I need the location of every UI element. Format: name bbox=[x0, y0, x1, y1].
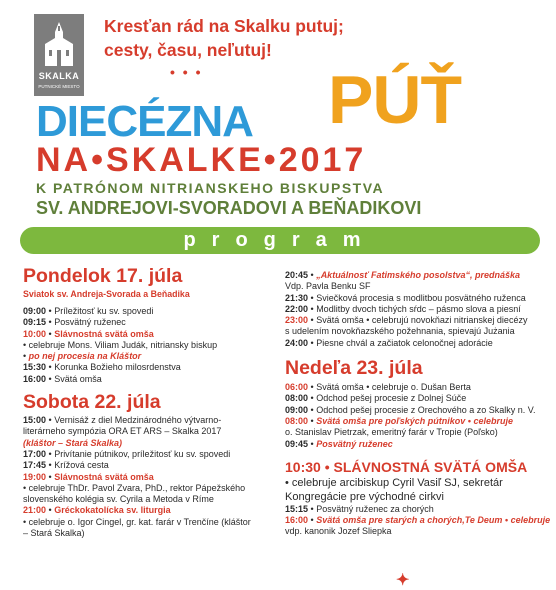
program-item: • celebruje o. Igor Cingel, gr. kat. farár v Trenčíne (kláštor bbox=[23, 516, 251, 527]
program-item: – Stará Skalka) bbox=[23, 528, 85, 539]
program-item: 20:45 • „Aktuálnosť Fatimského posolstva“, prednáška bbox=[285, 270, 521, 280]
program-item: (kláštor – Stará Skalka) bbox=[23, 437, 123, 448]
program-item: 09:45 • Posvätný ruženec bbox=[285, 438, 393, 449]
program-item: • celebruje Mons. Viliam Judák, nitriansky biskup bbox=[23, 339, 218, 350]
skalka-logo bbox=[34, 14, 84, 96]
program-item: literárneho sympózia ORA ET ARS – Skalka 2017 bbox=[23, 426, 222, 437]
program-item: 24:00 • Piesne chvál a začiatok celonočnej adorácie bbox=[285, 337, 493, 348]
program-item: 17:45 • Krížová cesta bbox=[23, 460, 109, 471]
day-heading-saturday: Sobota 22. júla bbox=[23, 391, 161, 414]
program-item: 08:00 • Odchod pešej procesie z Dolnej Súče bbox=[285, 393, 467, 404]
program-item: • celebruje ThDr. Pavol Zvara, PhD., rektor Pápežského bbox=[23, 482, 246, 493]
program-item: • po nej procesia na Kláštor bbox=[23, 351, 142, 362]
program-item: Vdp. Pavla Benku SF bbox=[285, 281, 371, 292]
program-item: 15:15 • Posvätný ruženec za chorých bbox=[285, 503, 434, 514]
program-item: 16:00 • Svätá omša pre starých a chorých,Te Deum • celebruje bbox=[285, 515, 551, 526]
program-item: 23:00 • Svätá omša • celebrujú novokňazi nitrianskej diecézy bbox=[285, 315, 528, 326]
program-item: vdp. kanonik Jozef Sliepka bbox=[285, 526, 392, 537]
day-heading-monday: Pondelok 17. júla bbox=[23, 265, 183, 287]
church-icon bbox=[40, 20, 78, 68]
program-item: 09:00 • Príležitosť ku sv. spovedi bbox=[23, 306, 154, 316]
title-diecezna: DIECÉZNA bbox=[36, 97, 253, 146]
program-item: 17:00 • Privítanie pútnikov, príležitosť ku sv. spovedi bbox=[23, 448, 231, 459]
motto-line-1: Kresťan rád na Skalku putuj; bbox=[104, 16, 344, 36]
title-put: PÚŤ bbox=[328, 62, 461, 138]
title-patrons: K PATRÓNOM NITRIANSKEHO BISKUPSTVA bbox=[36, 180, 385, 196]
program-item: 15:30 • Korunka Božieho milosrdenstva bbox=[23, 362, 181, 373]
motto-line-2: cesty, času, neľutuj! bbox=[104, 40, 272, 60]
main-mass-celebrant: • celebruje arcibiskup Cyril Vasiľ SJ, sekretár bbox=[285, 476, 503, 489]
day-heading-sunday: Nedeľa 23. júla bbox=[285, 357, 423, 380]
decorative-dots: • • • bbox=[170, 64, 203, 80]
program-banner: program bbox=[20, 227, 540, 254]
program-item: slovenského kolégia sv. Cyrila a Metoda v Ríme bbox=[23, 494, 214, 505]
program-item: 21:00 • Gréckokatolícka sv. liturgia bbox=[23, 505, 171, 516]
title-saints: SV. ANDREJOVI-SVORADOVI A BEŇADIKOVI bbox=[36, 198, 422, 218]
main-mass-heading: 10:30 • SLÁVNOSTNÁ SVÄTÁ OMŠA bbox=[285, 458, 528, 475]
program-item: 08:00 • Svätá omša pre poľských pútnikov • celebruje bbox=[285, 415, 513, 426]
program-right-column bbox=[285, 270, 551, 538]
program-item: 22:00 • Modlitby dvoch tichých sŕdc – pásmo slova a piesní bbox=[285, 303, 521, 314]
motto bbox=[104, 14, 344, 62]
program-left-column bbox=[23, 264, 271, 539]
program-item: o. Stanislav Pietrzak, emeritný farár v Tropie (Poľsko) bbox=[285, 427, 498, 438]
program-item: 10:00 • Slávnostná svätá omša bbox=[23, 328, 154, 339]
day-subtitle: Sviatok sv. Andreja-Svorada a Beňadika bbox=[23, 289, 190, 299]
program-item: 16:00 • Svätá omša bbox=[23, 373, 102, 384]
decorative-cross-icon: ✦ bbox=[396, 572, 410, 589]
logo-subtitle: PUTNICKÉ MIESTO bbox=[38, 84, 80, 89]
program-item: 21:30 • Sviečková procesia s modlitbou posvätného ruženca bbox=[285, 292, 526, 303]
program-item: 06:00 • Svätá omša • celebruje o. Dušan Berta bbox=[285, 382, 471, 393]
program-item: s udelením novokňazského požehnania, spievajú Jużania bbox=[285, 326, 515, 337]
logo-name: SKALKA bbox=[38, 71, 80, 81]
program-item: 09:00 • Odchod pešej procesie z Orechového a zo Skalky n. V. bbox=[285, 404, 536, 415]
program-item: 09:15 • Posvätný ruženec bbox=[23, 317, 126, 328]
program-item: 15:00 • Vernisáž z diel Medzinárodného výtvarno- bbox=[23, 415, 222, 426]
title-na-skalke: NA•SKALKE•2017 bbox=[36, 141, 367, 179]
main-mass-congregation: Kongregácie pre východné cirkvi bbox=[285, 490, 444, 503]
program-item: 19:00 • Slávnostná svätá omša bbox=[23, 471, 154, 482]
